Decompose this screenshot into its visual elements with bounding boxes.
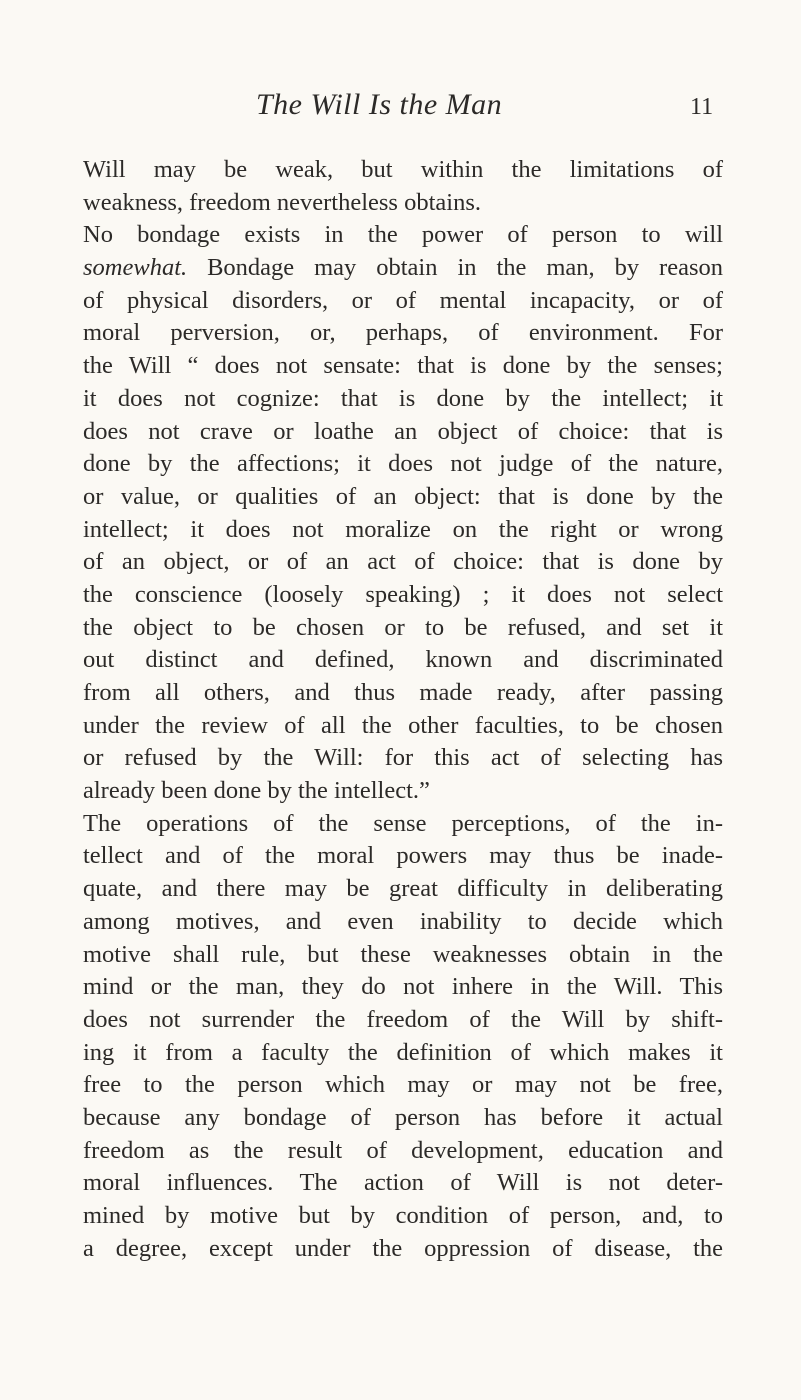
emphasis-text: somewhat.	[83, 254, 188, 282]
running-title: The Will Is the Man	[256, 88, 503, 121]
text-line: weakness, freedom nevertheless obtains.	[83, 188, 481, 216]
text-line: among motives, and even inability to decide which	[83, 907, 723, 935]
text-line: the Will “ does not sensate: that is done by the senses;	[83, 352, 723, 380]
text-line: it does not cognize: that is done by the intellect; it	[83, 384, 723, 412]
text-run: Bondage may obtain in the man, by reason	[187, 254, 723, 282]
text-line: under the review of all the other faculties, to be chosen	[83, 711, 723, 739]
text-line: of an object, or of an act of choice: that is done by	[83, 548, 723, 576]
text-line: freedom as the result of development, education and	[83, 1136, 723, 1164]
text-line: mined by motive but by condition of person, and, to	[83, 1202, 723, 1229]
text-line: Will may be weak, but within the limitations of	[83, 156, 723, 183]
text-line: quate, and there may be great difficulty in deliberating	[83, 875, 723, 903]
text-line: already been done by the intellect.”	[83, 777, 430, 805]
text-line: or value, or qualities of an object: that is done by the	[83, 482, 723, 510]
text-line: done by the affections; it does not judge of the nature,	[83, 450, 723, 478]
text-line: moral influences. The action of Will is not deter-	[83, 1169, 723, 1197]
text-line: ing it from a faculty the definition of which makes it	[83, 1038, 723, 1066]
text-line: The operations of the sense perceptions, of the in-	[83, 809, 723, 837]
text-line: tellect and of the moral powers may thus be inade-	[83, 842, 723, 870]
text-line: moral perversion, or, perhaps, of environment. For	[83, 319, 723, 347]
text-line: No bondage exists in the power of person to will	[83, 221, 723, 249]
text-line: does not surrender the freedom of the Will by shift-	[83, 1005, 723, 1033]
text-line: motive shall rule, but these weaknesses obtain in the	[83, 940, 723, 968]
text-line: out distinct and defined, known and discriminated	[83, 646, 723, 674]
text-line	[83, 252, 723, 285]
page-number: 11	[690, 94, 714, 120]
text-line: intellect; it does not moralize on the right or wrong	[83, 515, 723, 543]
text-line: because any bondage of person has before it actual	[83, 1103, 723, 1131]
text-line: of physical disorders, or of mental incapacity, or of	[83, 286, 723, 314]
text-line: the object to be chosen or to be refused, and set it	[83, 613, 723, 641]
text-line: or refused by the Will: for this act of selecting has	[83, 744, 723, 772]
text-line: mind or the man, they do not inhere in the Will. This	[83, 973, 723, 1001]
text-line: the conscience (loosely speaking) ; it does not select	[83, 580, 723, 608]
text-line: from all others, and thus made ready, after passing	[83, 679, 723, 706]
running-head	[0, 88, 801, 128]
text-line: free to the person which may or may not be free,	[83, 1071, 723, 1099]
text-line: a degree, except under the oppression of disease, the	[83, 1234, 723, 1262]
body-text	[83, 154, 723, 1265]
text-line: does not crave or loathe an object of choice: that is	[83, 417, 723, 445]
